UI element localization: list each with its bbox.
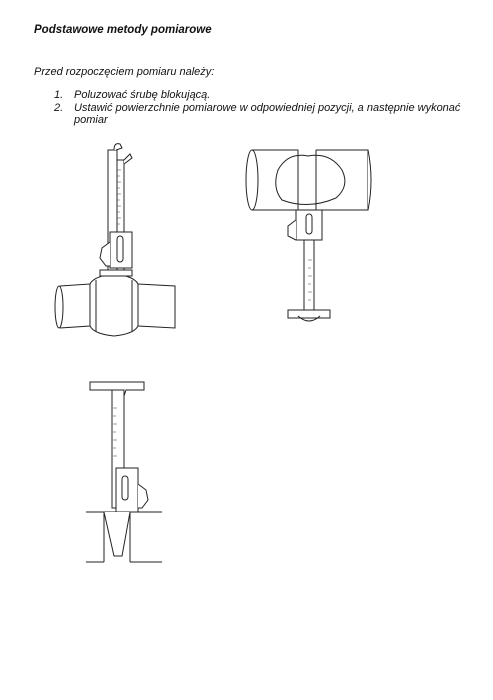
list-item [54,102,474,127]
step-text: Poluzować śrubę blokującą. [74,89,211,101]
step-text: Ustawić powierzchnie pomiarowe w odpowiedniej pozycji, a następnie wykonać pomiar [74,101,461,126]
list-item [54,89,474,102]
page-title: Podstawowe metody pomiarowe [34,24,212,36]
gauge-on-pipe-weld-illustration [50,140,190,340]
step-number: 1. [54,89,64,101]
gauge-groove-weld-illustration [82,372,182,572]
intro-text: Przed rozpoczęciem pomiaru należy: [34,66,215,78]
steps-list [54,89,474,127]
step-number: 2. [54,101,64,114]
gauge-internal-pipe-illustration [238,140,378,340]
